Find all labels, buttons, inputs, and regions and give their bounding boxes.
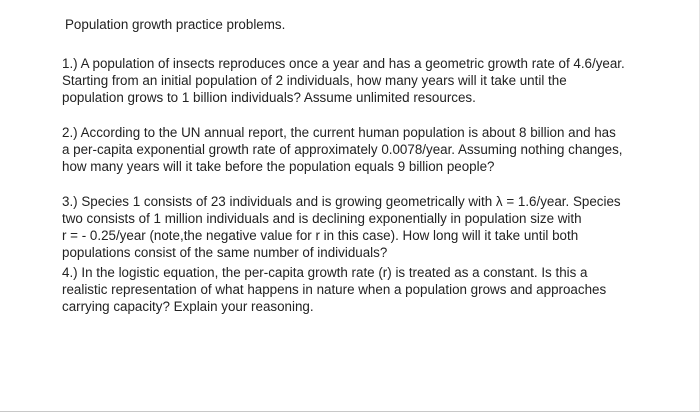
problem-line: populations consist of the same number of individuals? — [62, 245, 388, 260]
problem-line: population grows to 1 billion individuals? Assume unlimited resources. — [62, 90, 476, 105]
problem-line: 2.) According to the UN annual report, the current human population is about 8 billion and has — [62, 125, 616, 140]
problem-line: realistic representation of what happens in nature when a population grows and approaches — [62, 282, 607, 297]
problem-line: carrying capacity? Explain your reasoning. — [62, 299, 314, 314]
problem-line: a per-capita exponential growth rate of approximately 0.0078/year. Assuming nothing changes, — [62, 142, 623, 157]
problem-3 — [62, 193, 622, 261]
problem-4 — [62, 264, 622, 315]
problem-line: 3.) Species 1 consists of 23 individuals and is growing geometrically with λ = 1.6/year. Species — [62, 194, 621, 209]
problem-1 — [62, 55, 625, 106]
problem-line: Starting from an initial population of 2 individuals, how many years will it take until the — [62, 73, 567, 88]
problem-line: 4.) In the logistic equation, the per-capita growth rate (r) is treated as a constant. Is this a — [62, 265, 588, 280]
problem-line: how many years will it take before the population equals 9 billion people? — [62, 159, 495, 174]
problem-line: r = - 0.25/year (note,the negative value for r in this case). How long will it take until both — [62, 228, 579, 243]
problem-line: two consists of 1 million individuals and is declining exponentially in population size with — [62, 211, 582, 226]
document-title: Population growth practice problems. — [65, 17, 286, 32]
problem-2 — [62, 124, 622, 175]
problem-line: 1.) A population of insects reproduces once a year and has a geometric growth rate of 4.6/year. — [62, 56, 625, 71]
